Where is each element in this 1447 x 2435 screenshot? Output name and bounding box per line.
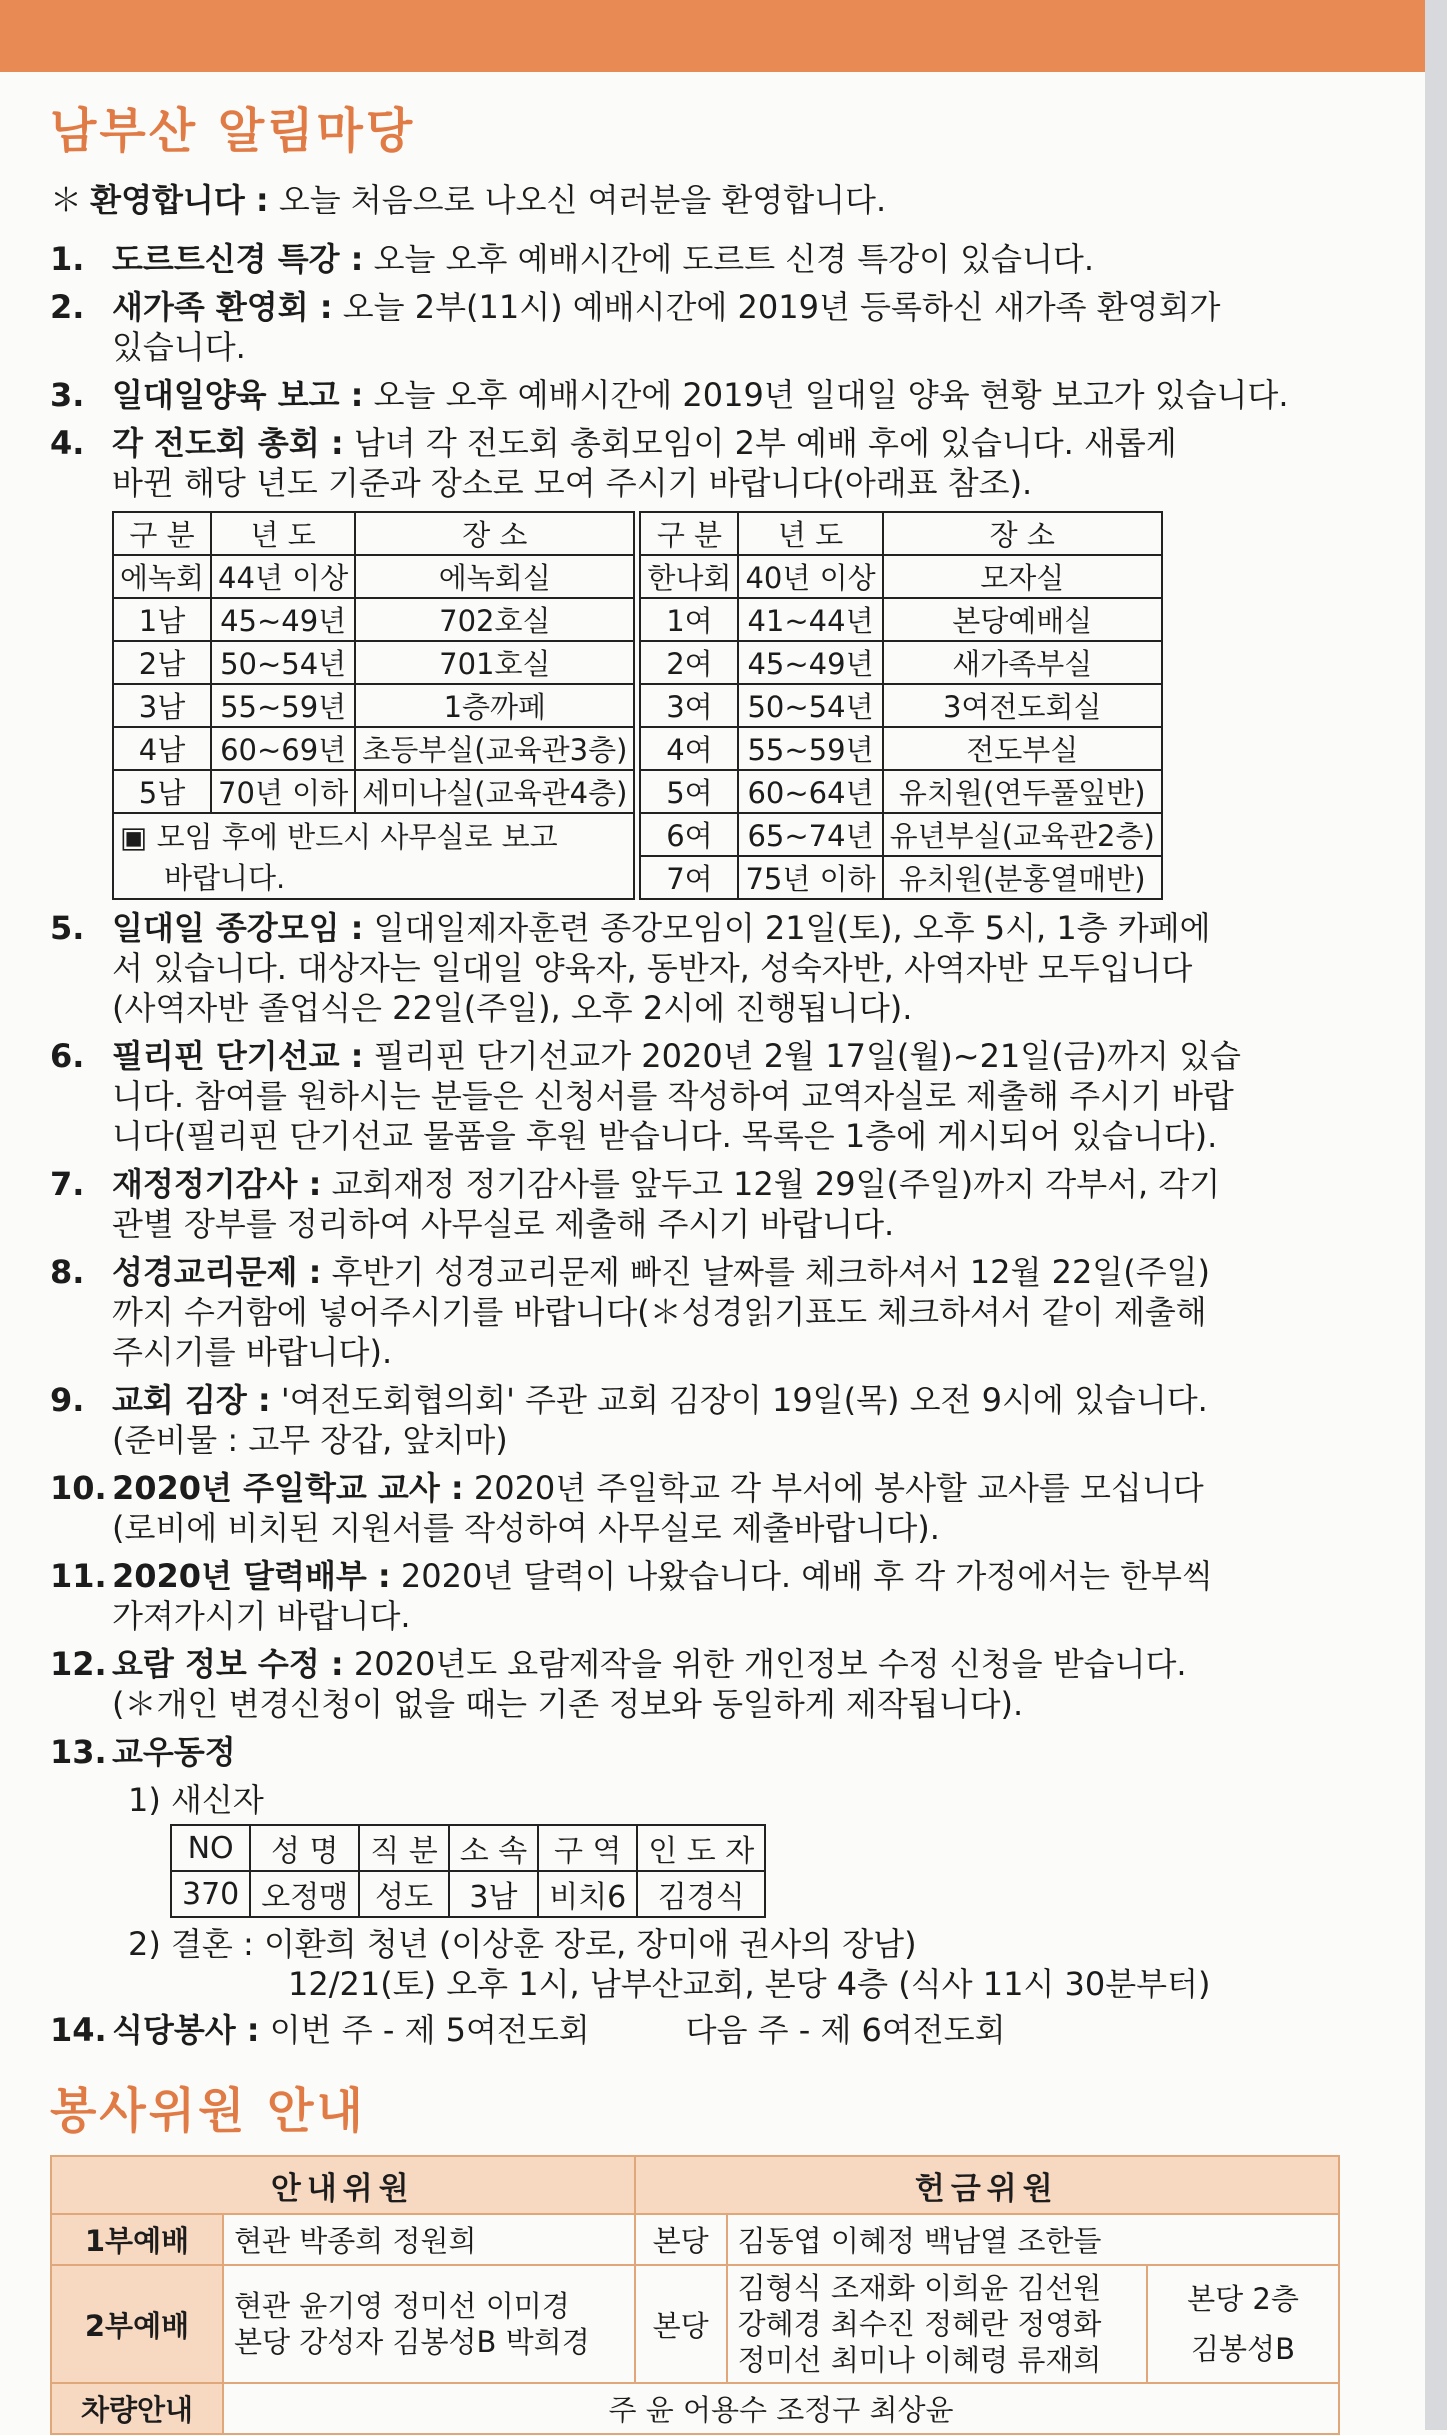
item-text: 바뀐 해당 년도 기준과 장소로 모여 주시기 바랍니다(아래표 참조). (112, 464, 1033, 502)
item-text: 가져가시기 바랍니다. (112, 1597, 411, 1635)
item-heading: 교우동정 (112, 1733, 236, 1771)
page-edge (1425, 0, 1447, 2430)
item-text: 니다. 참여를 원하시는 분들은 신청서를 작성하여 교역자실로 제출해 주시기 바랍 (112, 1077, 1234, 1115)
item-number: 4. (50, 424, 85, 462)
meal-next-week: 다음 주 - 제 6여전도회 (685, 2011, 1006, 2049)
notice-list-1 (50, 239, 1340, 503)
table-cell: 55~59년 (738, 727, 882, 770)
item-text: '여전도회협의회' 주관 교회 김장이 19일(목) 오전 9시에 있습니다. (280, 1381, 1208, 1419)
table-row (113, 813, 1162, 856)
item-heading: 필리핀 단기선교 : (112, 1037, 364, 1075)
item-heading: 2020년 주일학교 교사 : (112, 1469, 464, 1507)
table-cell: 370 (171, 1871, 250, 1917)
item-number: 14. (50, 2011, 107, 2049)
notice-item (50, 1164, 1340, 1244)
table-cell: 70년 이하 (211, 770, 355, 813)
item-heading: 도르트신경 특강 : (112, 240, 364, 278)
table-cell: 1층까페 (355, 684, 634, 727)
table-cell: 유년부실(교육관2층) (883, 813, 1162, 856)
table-cell: 3여전도회실 (883, 684, 1162, 727)
table-cell: 세미나실(교육관4층) (355, 770, 634, 813)
item-number: 9. (50, 1381, 85, 1419)
column-header: 성 명 (250, 1825, 359, 1871)
bulletin-page (50, 92, 1340, 2435)
service-row-label: 2부예배 (51, 2265, 223, 2383)
item-text: 남녀 각 전도회 총회모임이 2부 예배 후에 있습니다. 새롭게 (353, 424, 1177, 462)
table-cell: 에녹회실 (355, 555, 634, 598)
item-text: 교회재정 정기감사를 앞두고 12월 29일(주일)까지 각부서, 각기 (331, 1165, 1221, 1203)
column-header: 소 속 (449, 1825, 539, 1871)
wedding-line-2: 12/21(토) 오후 1시, 남부산교회, 본당 4층 (식사 11시 30분부터) (288, 1965, 1211, 2003)
item-number: 6. (50, 1037, 85, 1075)
meal-this-week: 이번 주 - 제 5여전도회 (269, 2011, 590, 2049)
item-text: 일대일제자훈련 종강모임이 21일(토), 오후 5시, 1층 카페에 (373, 909, 1211, 947)
table-cell: 4여 (640, 727, 738, 770)
note-line: ▣ 모임 후에 반드시 사무실로 보고 (120, 820, 558, 854)
notice-item (50, 287, 1340, 367)
table-row (113, 770, 1162, 813)
service-table (50, 2155, 1340, 2435)
table-cell: 2남 (113, 641, 211, 684)
notice-item (50, 1036, 1340, 1156)
wedding-label: 2) 결혼 : (128, 1925, 254, 1963)
offering-place: 본당 (635, 2265, 727, 2383)
item-text: 2020년 주일학교 각 부서에 봉사할 교사를 모십니다 (473, 1469, 1204, 1507)
department-table-body (113, 555, 1162, 899)
table-row (51, 2214, 1339, 2265)
table-cell: 60~69년 (211, 727, 355, 770)
notice-item-13 (50, 1732, 1340, 1772)
report-note (113, 813, 634, 899)
offering-names (727, 2265, 1147, 2383)
item-text: 니다(필리핀 단기선교 물품을 후원 받습니다. 목록은 1층에 게시되어 있습니다). (112, 1117, 1218, 1155)
item-text: (＊개인 변경신청이 없을 때는 기존 정보와 동일하게 제작됩니다). (112, 1685, 1024, 1723)
table-cell: 65~74년 (738, 813, 882, 856)
item-number: 1. (50, 240, 85, 278)
table-cell: 60~64년 (738, 770, 882, 813)
table-cell: 40년 이상 (738, 555, 882, 598)
item-text: 서 있습니다. 대상자는 일대일 양육자, 동반자, 성숙자반, 사역자반 모두입니다 (112, 949, 1193, 987)
table-cell: 45~49년 (738, 641, 882, 684)
column-header: 년 도 (738, 512, 882, 555)
item-heading: 성경교리문제 : (112, 1253, 322, 1291)
table-cell: 45~49년 (211, 598, 355, 641)
notice-item (50, 1644, 1340, 1724)
welcome-text: 오늘 처음으로 나오신 여러분을 환영합니다. (278, 181, 887, 219)
table-cell: 에녹회 (113, 555, 211, 598)
table-cell: 41~44년 (738, 598, 882, 641)
item-heading: 각 전도회 총회 : (112, 424, 344, 462)
page-title: 남부산 알림마당 (50, 103, 416, 159)
table-cell: 모자실 (883, 555, 1162, 598)
table-row (113, 684, 1162, 727)
offering-line: 김형식 조재화 이희윤 김선원 (737, 2271, 1102, 2305)
notice-item (50, 1252, 1340, 1372)
table-cell: 55~59년 (211, 684, 355, 727)
column-header: 장 소 (355, 512, 634, 555)
table-cell: 전도부실 (883, 727, 1162, 770)
item-text: 오늘 오후 예배시간에 2019년 일대일 양육 현황 보고가 있습니다. (373, 376, 1289, 414)
item-text: 후반기 성경교리문제 빠진 날짜를 체크하셔서 12월 22일(주일) (331, 1253, 1211, 1291)
item-number: 2. (50, 288, 85, 326)
item-number: 12. (50, 1645, 107, 1683)
column-header: 구 역 (538, 1825, 637, 1871)
table-cell: 5여 (640, 770, 738, 813)
wedding-notice (128, 1924, 1340, 1964)
table-row (171, 1871, 765, 1917)
offering-place: 본당 (635, 2214, 727, 2265)
table-cell: 1남 (113, 598, 211, 641)
item-number: 13. (50, 1733, 107, 1771)
table-cell: 3남 (113, 684, 211, 727)
item-text: 오늘 오후 예배시간에 도르트 신경 특강이 있습니다. (373, 240, 1094, 278)
service-row-label: 1부예배 (51, 2214, 223, 2265)
item-text: 관별 장부를 정리하여 사무실로 제출해 주시기 바랍니다. (112, 1205, 895, 1243)
table-cell: 3여 (640, 684, 738, 727)
notice-item-14 (50, 2010, 1340, 2050)
table-cell: 오정맹 (250, 1871, 359, 1917)
item-text: (로비에 비치된 지원서를 작성하여 사무실로 제출바랍니다). (112, 1509, 940, 1547)
table-cell: 7여 (640, 856, 738, 899)
table-cell: 초등부실(교육관3층) (355, 727, 634, 770)
item-heading: 재정정기감사 : (112, 1165, 322, 1203)
new-member-label: 1) 새신자 (128, 1781, 264, 1819)
offering-names: 김동엽 이혜정 백남열 조한들 (727, 2214, 1339, 2265)
table-cell: 3남 (449, 1871, 539, 1917)
table-row (51, 2265, 1339, 2383)
item-text: 오늘 2부(11시) 예배시간에 2019년 등록하신 새가족 환영회가 (342, 288, 1221, 326)
table-cell: 50~54년 (211, 641, 355, 684)
table-cell: 유치원(연두풀잎반) (883, 770, 1162, 813)
table-row (113, 727, 1162, 770)
new-member-table (170, 1824, 766, 1918)
extra-name: 김봉성B (1191, 2332, 1295, 2366)
top-color-band (0, 0, 1447, 72)
notice-item (50, 239, 1340, 279)
table-cell: 75년 이하 (738, 856, 882, 899)
column-header: 년 도 (211, 512, 355, 555)
item-heading: 2020년 달력배부 : (112, 1557, 391, 1595)
guide-line: 현관 윤기영 정미선 이미경 (234, 2289, 570, 2323)
asterisk-icon: ＊ (50, 181, 83, 219)
offering-header: 헌금위원 (635, 2156, 1339, 2214)
column-header: 인 도 자 (637, 1825, 765, 1871)
table-cell: 701호실 (355, 641, 634, 684)
notice-item (50, 1468, 1340, 1548)
item-text: 까지 수거함에 넣어주시기를 바랍니다(＊성경읽기표도 체크하셔서 같이 제출해 (112, 1293, 1207, 1331)
table-cell: 한나회 (640, 555, 738, 598)
table-cell: 44년 이상 (211, 555, 355, 598)
table-cell: 김경식 (637, 1871, 765, 1917)
department-table (112, 511, 1163, 900)
item-number: 5. (50, 909, 85, 947)
notice-item (50, 1556, 1340, 1636)
table-row (113, 555, 1162, 598)
column-header: NO (171, 1825, 250, 1871)
offering-line: 강혜경 최수진 정혜란 정영화 (737, 2307, 1102, 2341)
item-text: (준비물 : 고무 장갑, 앞치마) (112, 1421, 508, 1459)
item-heading: 일대일 종강모임 : (112, 909, 364, 947)
table-cell: 1여 (640, 598, 738, 641)
notice-list-2 (50, 908, 1340, 1724)
item-number: 7. (50, 1165, 85, 1203)
table-cell: 비치6 (538, 1871, 637, 1917)
item-text: 있습니다. (112, 328, 246, 366)
item-number: 8. (50, 1253, 85, 1291)
item-heading: 요람 정보 수정 : (112, 1645, 344, 1683)
item-text: 필리핀 단기선교가 2020년 2월 17일(월)~21일(금)까지 있습 (373, 1037, 1241, 1075)
item-text: 주시기를 바랍니다). (112, 1333, 393, 1371)
vehicle-names: 주 윤 어용수 조정구 최상윤 (223, 2383, 1339, 2434)
new-member-table-header (171, 1825, 765, 1871)
item-number: 3. (50, 376, 85, 414)
item-text: 2020년도 요람제작을 위한 개인정보 수정 신청을 받습니다. (353, 1645, 1187, 1683)
column-header: 직 분 (359, 1825, 449, 1871)
wedding-line-1: 이환희 청년 (이상훈 장로, 장미애 권사의 장남) (263, 1925, 917, 1963)
offering-line: 정미선 최미나 이혜령 류재희 (737, 2343, 1102, 2377)
notice-item (50, 375, 1340, 415)
table-cell: 4남 (113, 727, 211, 770)
column-header: 구 분 (640, 512, 738, 555)
guide-line: 본당 강성자 김봉성B 박희경 (234, 2325, 590, 2359)
table-cell: 새가족부실 (883, 641, 1162, 684)
offering-extra (1147, 2265, 1339, 2383)
item-heading: 새가족 환영회 : (112, 288, 333, 326)
table-cell: 유치원(분홍열매반) (883, 856, 1162, 899)
note-line: 바랍니다. (164, 861, 286, 895)
notice-item (50, 423, 1340, 503)
notice-item (50, 908, 1340, 1028)
guide-header: 안내위원 (51, 2156, 635, 2214)
item-text: (사역자반 졸업식은 22일(주일), 오후 2시에 진행됩니다). (112, 989, 913, 1027)
guide-names (223, 2265, 635, 2383)
table-cell: 2여 (640, 641, 738, 684)
item-number: 11. (50, 1557, 107, 1595)
item-number: 10. (50, 1469, 107, 1507)
table-cell: 6여 (640, 813, 738, 856)
welcome-head: 환영합니다 : (90, 181, 269, 219)
service-row-label: 차량안내 (51, 2383, 223, 2434)
table-cell: 702호실 (355, 598, 634, 641)
service-title: 봉사위원 안내 (50, 2083, 366, 2139)
notice-item (50, 1380, 1340, 1460)
welcome-line (50, 175, 1340, 221)
column-header: 장 소 (883, 512, 1162, 555)
extra-place: 본당 2층 (1187, 2282, 1299, 2316)
item-heading: 일대일양육 보고 : (112, 376, 364, 414)
item-heading: 식당봉사 : (112, 2011, 260, 2049)
item-text: 2020년 달력이 나왔습니다. 예배 후 각 가정에서는 한부씩 (400, 1557, 1213, 1595)
table-cell: 50~54년 (738, 684, 882, 727)
guide-names: 현관 박종희 정원희 (223, 2214, 635, 2265)
table-row (113, 598, 1162, 641)
table-row (113, 641, 1162, 684)
table-cell: 성도 (359, 1871, 449, 1917)
table-cell: 5남 (113, 770, 211, 813)
department-table-header (113, 512, 1162, 555)
table-cell: 본당예배실 (883, 598, 1162, 641)
column-header: 구 분 (113, 512, 211, 555)
table-row (51, 2383, 1339, 2434)
item-heading: 교회 김장 : (112, 1381, 271, 1419)
